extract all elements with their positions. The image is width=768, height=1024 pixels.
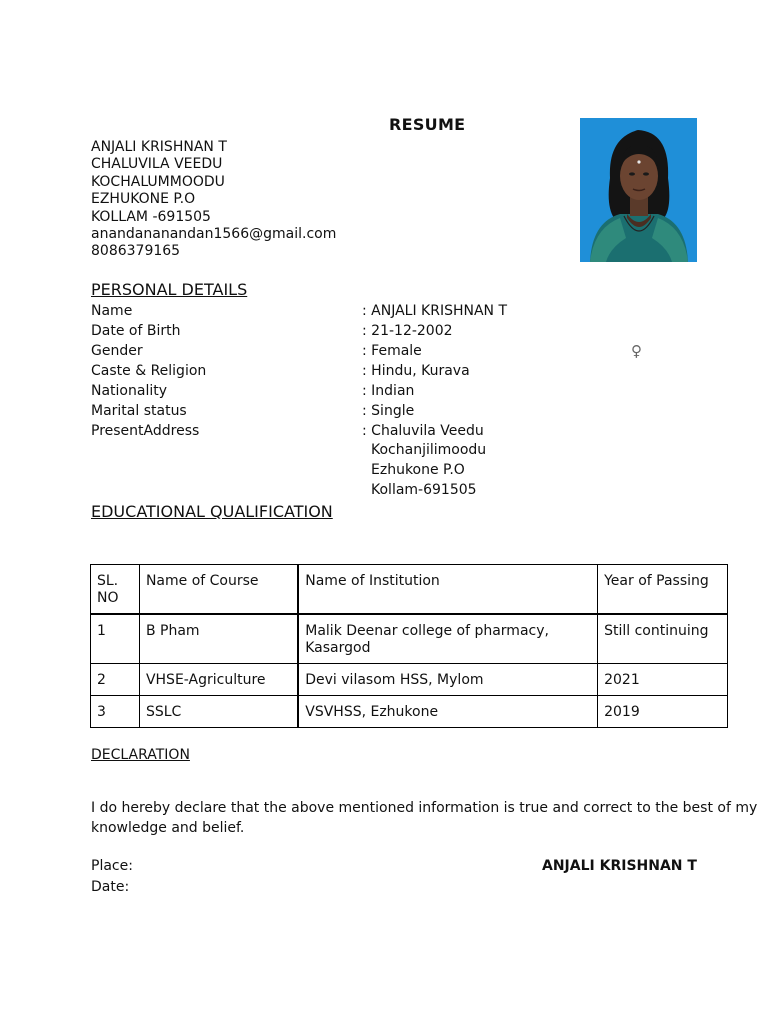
profile-photo bbox=[580, 118, 697, 262]
address-line: KOCHALUMMOODU bbox=[91, 173, 225, 190]
table-cell: 2019 bbox=[598, 696, 728, 728]
field-label: Name bbox=[91, 303, 133, 319]
field-value: : Indian bbox=[362, 383, 415, 399]
resume-title: RESUME bbox=[389, 115, 466, 134]
field-label: PresentAddress bbox=[91, 423, 200, 439]
profile-photo-illustration bbox=[580, 118, 697, 262]
table-cell: 1 bbox=[91, 614, 140, 664]
table-cell: Still continuing bbox=[598, 614, 728, 664]
table-cell: 2 bbox=[91, 664, 140, 696]
field-value: : Hindu, Kurava bbox=[362, 363, 470, 379]
personal-details-heading: PERSONAL DETAILS bbox=[91, 280, 248, 299]
address-line: EZHUKONE P.O bbox=[91, 191, 196, 208]
field-value: : 21-12-2002 bbox=[362, 323, 453, 339]
table-cell: VHSE-Agriculture bbox=[139, 664, 298, 696]
address-line: CHALUVILA VEEDU bbox=[91, 156, 223, 173]
signature-name: ANJALI KRISHNAN T bbox=[542, 858, 697, 874]
table-cell: 2021 bbox=[598, 664, 728, 696]
table-cell: Malik Deenar college of pharmacy, Kasargod bbox=[298, 614, 597, 664]
field-label: Date of Birth bbox=[91, 323, 181, 339]
declaration-text: I do hereby declare that the above mentioned information is true and correct to the best of my knowledge and belief. bbox=[91, 800, 758, 836]
table-header-row bbox=[91, 565, 728, 615]
place-label: Place: bbox=[91, 858, 133, 874]
address-block bbox=[91, 139, 336, 261]
education-heading: EDUCATIONAL QUALIFICATION bbox=[91, 502, 333, 521]
field-label: Caste & Religion bbox=[91, 363, 207, 379]
declaration-heading: DECLARATION bbox=[91, 747, 190, 763]
female-symbol-icon: ♀ bbox=[631, 342, 642, 360]
address-continuation: Kochanjilimoodu bbox=[371, 442, 487, 458]
email-text: anandananandan1566@gmail.com bbox=[91, 226, 337, 243]
address-line: KOLLAM -691505 bbox=[91, 208, 211, 225]
address-continuation: Kollam-691505 bbox=[371, 482, 477, 498]
table-row bbox=[91, 664, 728, 696]
field-value: : Female bbox=[362, 343, 422, 359]
table-row bbox=[91, 696, 728, 728]
table-cell: 3 bbox=[91, 696, 140, 728]
field-value: : Single bbox=[362, 403, 415, 419]
phone-text: 8086379165 bbox=[91, 243, 181, 260]
field-value: : Chaluvila Veedu bbox=[362, 423, 484, 439]
field-label: Nationality bbox=[91, 383, 168, 399]
table-cell: SSLC bbox=[139, 696, 298, 728]
column-header: Name of Institution bbox=[298, 565, 597, 615]
address-line: ANJALI KRISHNAN T bbox=[91, 139, 227, 155]
table-row bbox=[91, 614, 728, 664]
field-label: Gender bbox=[91, 343, 143, 359]
column-header: Year of Passing bbox=[598, 565, 728, 615]
table-cell: Devi vilasom HSS, Mylom bbox=[298, 664, 597, 696]
field-value: : ANJALI KRISHNAN T bbox=[362, 303, 508, 319]
field-label: Marital status bbox=[91, 403, 187, 419]
date-label: Date: bbox=[91, 879, 130, 895]
education-table bbox=[90, 564, 728, 728]
table-cell: B Pham bbox=[139, 614, 298, 664]
address-continuation: Ezhukone P.O bbox=[371, 462, 465, 478]
table-cell: VSVHSS, Ezhukone bbox=[298, 696, 597, 728]
column-header: SL. NO bbox=[91, 565, 140, 615]
column-header: Name of Course bbox=[139, 565, 298, 615]
